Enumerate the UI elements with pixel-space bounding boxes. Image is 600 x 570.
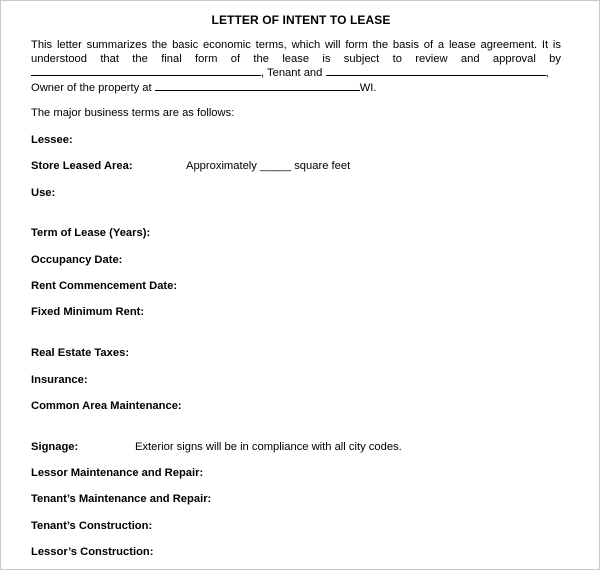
term-label-rent-commencement-date: Rent Commencement Date: — [31, 280, 178, 292]
term-label-store-leased-area: Store Leased Area: — [31, 160, 133, 172]
landlord-blank — [31, 66, 261, 76]
term-label-lessor-construction: Lessor’s Construction: — [31, 546, 154, 558]
term-label-common-area-maintenance: Common Area Maintenance: — [31, 400, 182, 412]
term-label-tenant-maintenance: Tenant’s Maintenance and Repair: — [31, 493, 212, 505]
paragraph-line-3-text: , Tenant and — [261, 67, 323, 79]
paragraph-line-3 — [31, 66, 561, 81]
property-address-blank — [155, 81, 360, 91]
term-label-lessee: Lessee: — [31, 134, 73, 146]
term-label-lessor-maintenance: Lessor Maintenance and Repair: — [31, 467, 204, 479]
term-value-signage: Exterior signs will be in compliance with all city codes. — [135, 441, 402, 453]
document-title: LETTER OF INTENT TO LEASE — [211, 13, 391, 27]
paragraph-line-4-state: WI. — [359, 81, 377, 94]
term-label-fixed-minimum-rent: Fixed Minimum Rent: — [31, 306, 145, 318]
term-label-tenant-construction: Tenant’s Construction: — [31, 520, 153, 532]
term-label-signage: Signage: — [31, 441, 79, 453]
terms-intro: The major business terms are as follows: — [31, 107, 235, 119]
term-label-term-of-lease: Term of Lease (Years): — [31, 227, 151, 239]
term-label-use: Use: — [31, 187, 56, 199]
term-label-occupancy-date: Occupancy Date: — [31, 254, 123, 266]
paragraph-line-1: This letter summarizes the basic economic terms, which will form the basis of a lease agreement. It is — [31, 39, 561, 51]
paragraph-line-2: understood that the final form of the lease is subject to review and approval by — [31, 52, 561, 65]
term-label-insurance: Insurance: — [31, 374, 88, 386]
paragraph-line-4-text: Owner of the property at — [31, 81, 152, 94]
summary-paragraph — [31, 39, 561, 95]
tenant-blank — [326, 66, 546, 76]
paragraph-line-4 — [31, 81, 561, 96]
term-label-real-estate-taxes: Real Estate Taxes: — [31, 347, 130, 359]
term-value-store-leased-area: Approximately _____ square feet — [186, 160, 351, 172]
paragraph-line-3-comma: , — [545, 67, 549, 79]
